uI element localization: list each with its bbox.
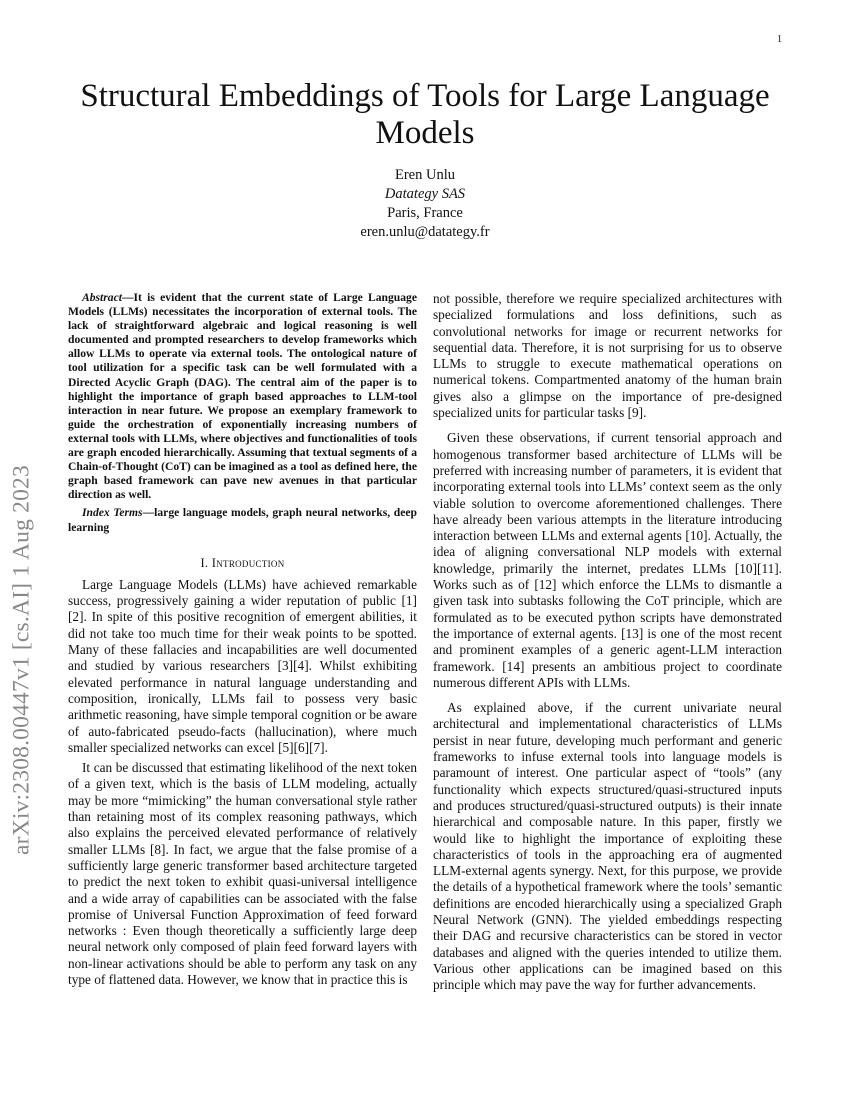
page-number: 1 xyxy=(777,34,782,45)
body-paragraph: It can be discussed that estimating likelihood of the next token of a given text, which is the basis of LLM modeling, actually may be more “mimicking” the human conversational style rather than retaining most of its complex reasoning pathways, which also explains the perceived elevated performance of relatively smaller LLMs [8]. In fact, we argue that the false promise of a sufficiently large generic transformer based architecture targeted to predict the next token to exhibit quasi-universal intelligence and a wide array of capabilities can be associated with the false promise of Universal Function Approximation of feed forward networks : Even though theoretically a sufficiently large deep neural network only composed of plain feed forward layers with non-linear activations should be able to perform any task on any type of flattened data. However, we know that in practice this is xyxy=(68,760,417,988)
index-terms: Index Terms—large language models, graph neural networks, deep learning xyxy=(68,506,417,534)
left-column xyxy=(68,291,417,992)
index-terms-label: Index Terms xyxy=(82,506,143,520)
index-terms-text: large language models, graph neural networks, deep learning xyxy=(68,506,417,534)
author-location: Paris, France xyxy=(387,205,463,221)
arxiv-stamp-text: arXiv:2308.00447v1 [cs.AI] 1 Aug 2023 xyxy=(8,465,35,855)
abstract: Abstract—It is evident that the current state of Large Language Models (LLMs) necessitates the incorporation of external tools. The lack of straightforward algebraic and logical reasoning is well documented and prompted researchers to develop frameworks which allow LLMs to operate via external tools. The ontological nature of tool utilization for a specific task can be well formulated with a Directed Acyclic Graph (DAG). The central aim of the paper is to highlight the importance of graph based approaches to LLM-tool interaction in near future. We propose an exemplary framework to guide the orchestration of exponentially increasing numbers of external tools with LLMs, where objectives and functionalities of tools are graph encoded hierarchically. Assuming that textual segments of a Chain-of-Thought (CoT) can be imagined as a tool as defined here, the graph based framework can pave new avenues in that particular direction as well. xyxy=(68,291,417,502)
author-block xyxy=(225,166,625,242)
author-name: Eren Unlu xyxy=(395,167,455,183)
author-email: eren.unlu@datategy.fr xyxy=(360,224,490,240)
body-paragraph: not possible, therefore we require specialized architectures with specialized formulations and loss definitions, such as convolutional networks for image or recurrent networks for sequential data. Therefore, it is not surprising for us to observe LLMs to struggle to execute mathematical operations on numerical tokens. Compartmented anatomy of the human brain gives also a glimpse on the importance of pre-designed specialized units for particular tasks [9]. xyxy=(433,291,782,421)
author-affiliation: Datategy SAS xyxy=(384,186,466,202)
right-column xyxy=(433,291,782,1002)
paper-title: Structural Embeddings of Tools for Large Language Models xyxy=(80,78,770,151)
body-paragraph: Large Language Models (LLMs) have achieved remarkable success, progressively gaining a wider reputation of public [1][2]. In spite of this positive recognition of emergent abilities, it did not take too much time for their weak points to be spotted. Many of these fallacies and incapabilities are well documented and studied by various researchers [3][4]. Whilst exhibiting elevated performance in natural language understanding and composition, ironically, LLMs fail to possess very basic arithmetic reasoning, have simple temporal cognition or be aware of auto-fabricated pseudo-facts (hallucination), where much smaller specialized networks can excel [5][6][7]. xyxy=(68,576,417,755)
body-paragraph: As explained above, if the current univariate neural architectural and implementational characteristics of LLMs persist in near future, developing much performant and generic frameworks to infuse external tools into language models is paramount of interest. One particular aspect of “tools” (any functionality which expects structured/quasi-structured inputs and produces structured/quasi-structured outputs) is their innate hierarchical and composable nature. In this paper, firstly we would like to highlight the importance of exploiting these characteristics of tools in the approaching era of augmented LLM-external agents synergy. Next, for this purpose, we provide the details of a hypothetical framework where the tools’ semantic definitions are encoded hierarchically using a specialized Graph Neural Network (GNN). The yielded embeddings respecting their DAG and recursive characteristics can be stored in vector databases and aligned with the queries intended to utilize them. Various other applications can be imagined based on this principle which may pave the way for further advancements. xyxy=(433,700,782,993)
abstract-text: It is evident that the current state of Large Language Models (LLMs) necessitates the incorporation of external tools. The lack of straightforward algebraic and logical reasoning is well documented and prompted researchers to develop frameworks which allow LLMs to operate via external tools. The ontological nature of tool utilization for a specific task can be well formulated with a Directed Acyclic Graph (DAG). The central aim of the paper is to highlight the importance of graph based approaches to LLM-tool interaction in near future. We propose an exemplary framework to guide the orchestration of exponentially increasing numbers of external tools with LLMs, where objectives and functionalities of tools are graph encoded hierarchically. Assuming that textual segments of a Chain-of-Thought (CoT) can be imagined as a tool as defined here, the graph based framework can pave new avenues in that particular direction as well. xyxy=(68,291,417,502)
abstract-label: Abstract xyxy=(82,291,122,304)
section-heading: I. Introduction xyxy=(200,555,285,570)
body-paragraph: Given these observations, if current tensorial approach and homogenous transformer based architecture of LLMs will be preferred with increasing number of parameters, it is evident that incorporating external tools into LLMs’ context seem as the only viable solution to overcome aforementioned challenges. There have already been various attempts in the literature introducing interaction between LLMs and external agents [10]. Actually, the idea of aligning conversational NLP models with external knowledge, primarily the internet, predates LLMs [10][11]. Works such as of [12] which enforce the LLMs to dismantle a given task into subtasks following the CoT principle, which are formulated as to be executed python scripts have demonstrated the importance of external agents. [13] is one of the most recent and prominent examples of a generic agent-LLM interaction framework. [14] presents an ambitious project to coordinate numerous different APIs with LLMs. xyxy=(433,430,782,690)
